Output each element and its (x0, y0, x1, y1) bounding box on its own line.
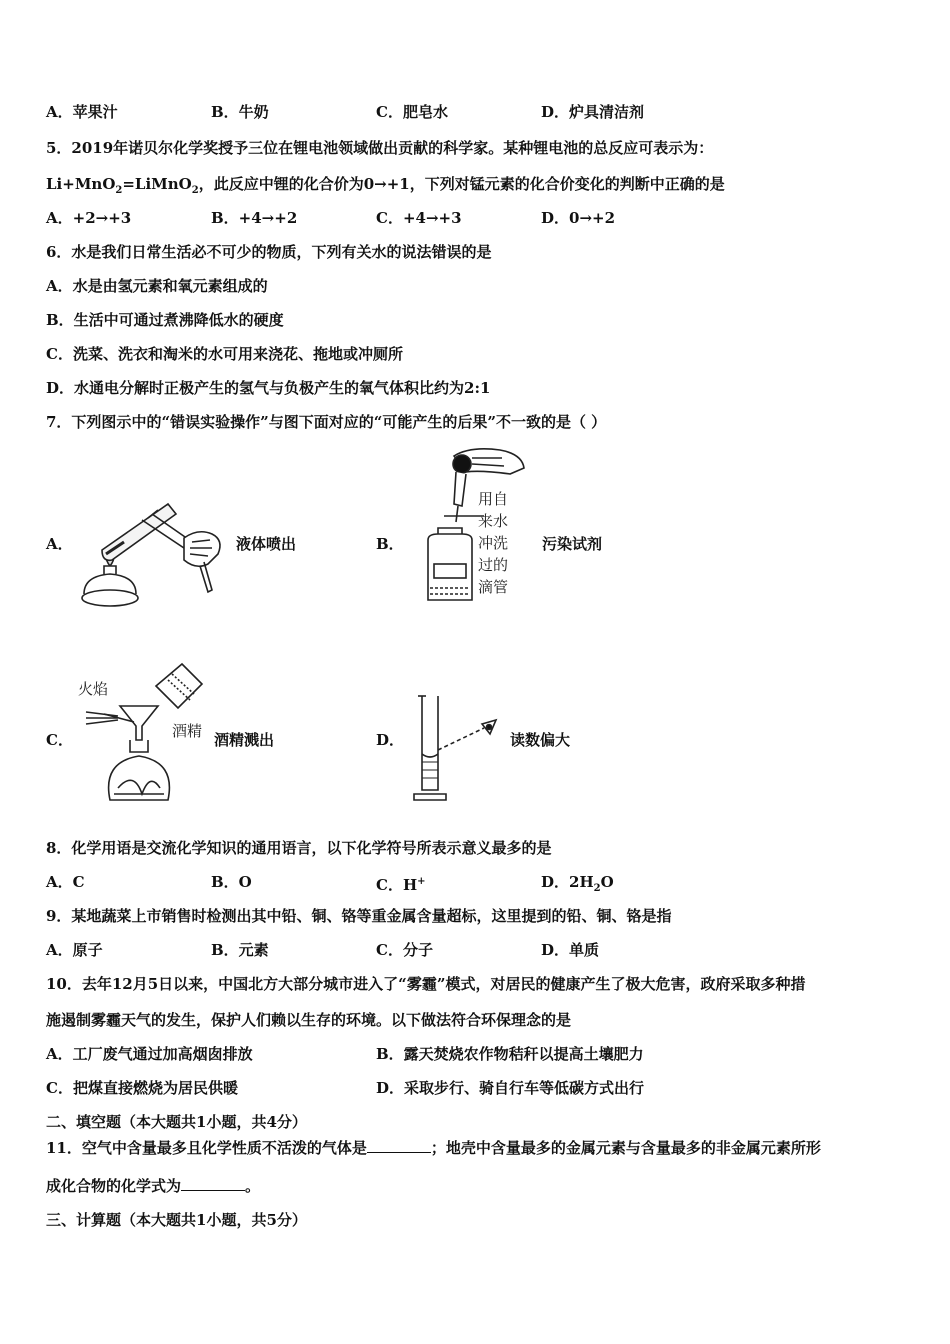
q11-text: 11．空气中含量最多且化学性质不活泼的气体是 (46, 1139, 367, 1157)
b-fig-label-line: 用自 (478, 490, 509, 508)
q6-option-d: D．水通电分解时正极产生的氢气与负极产生的氧气体积比约为2:1 (46, 379, 491, 397)
b-fig-label-line: 滴管 (478, 578, 509, 596)
section-fill-in-heading: 二、填空题（本大题共1小题，共4分） (46, 1113, 307, 1131)
q8-option-b: B．O (211, 873, 252, 891)
q10-option-b: B．露天焚烧农作物秸秆以提高土壤肥力 (376, 1045, 644, 1063)
q5-stem: 5．2019年诺贝尔化学奖授予三位在锂电池领域做出贡献的科学家。某种锂电池的总反应可表示为： (46, 139, 714, 157)
q7-d-caption: 读数偏大 (510, 731, 571, 749)
q4-option-a: A．苹果汁 (46, 103, 118, 121)
q8-option-d-text: D．2H (541, 873, 594, 891)
dropper-bottle-figure (410, 444, 540, 608)
q11-answer-blank-2[interactable] (181, 1176, 245, 1191)
q7-stem: 7．下列图示中的“错误实验操作”与图下面对应的“可能产生的后果”不一致的是（ ） (46, 413, 607, 431)
q8-option-d-text: O (600, 873, 614, 891)
q11-text: 成化合物的化学式为 (46, 1177, 182, 1195)
q10-option-d: D．采取步行、骑自行车等低碳方式出行 (376, 1079, 645, 1097)
c-fig-flame-label: 火焰 (78, 680, 109, 698)
q10-option-c: C．把煤直接燃烧为居民供暖 (46, 1079, 238, 1097)
alcohol-lamp-figure (74, 660, 214, 804)
q7-d-label: D． (376, 731, 405, 749)
q11-line2 (46, 1176, 260, 1196)
q5-option-d: D．0→+2 (541, 209, 616, 227)
q5-eq-part: ，此反应中锂的化合价为0→+1，下列对锰元素的化合价变化的判断中正确的是 (198, 175, 725, 193)
q6-option-c: C．洗菜、洗衣和淘米的水可用来浇花、拖地或冲厕所 (46, 345, 403, 363)
q5-eq-part: =LiMnO (122, 175, 192, 193)
q7-c-label: C． (46, 731, 73, 749)
q8-option-c (376, 872, 426, 895)
q11-text: ；地壳中含量最多的金属元素与含量最多的非金属元素所形 (430, 1139, 821, 1157)
q5-eq-part: Li+MnO (46, 175, 116, 193)
q7-b-label: B． (376, 535, 404, 553)
q8-stem: 8．化学用语是交流化学知识的通用语言，以下化学符号所表示意义最多的是 (46, 839, 552, 857)
q10-option-a: A．工厂废气通过加高烟囱排放 (46, 1045, 253, 1063)
heating-test-tube-figure (72, 490, 232, 610)
q5-eq-sub: 2 (191, 185, 199, 196)
q8-option-c-text: C．H (376, 876, 418, 894)
q5-equation-line (46, 174, 725, 201)
q9-option-c: C．分子 (376, 941, 433, 959)
q9-stem: 9．某地蔬菜上市销售时检测出其中铅、铜、铬等重金属含量超标，这里提到的铅、铜、铬是指 (46, 907, 672, 925)
q5-option-b: B．+4→+2 (211, 209, 298, 227)
q5-option-a: A．+2→+3 (46, 209, 132, 227)
q7-a-label: A． (46, 535, 73, 553)
q6-option-b: B．生活中可通过煮沸降低水的硬度 (46, 311, 284, 329)
q11-answer-blank-1[interactable] (367, 1138, 431, 1153)
q8-option-c-sup: + (417, 876, 426, 887)
q4-option-c: C．肥皂水 (376, 103, 448, 121)
q7-b-caption: 污染试剂 (542, 535, 603, 553)
q7-c-caption: 酒精溅出 (214, 731, 275, 749)
b-fig-label-line: 过的 (478, 556, 509, 574)
q5-option-c: C．+4→+3 (376, 209, 462, 227)
q5-eq-sub: 2 (115, 185, 123, 196)
q8-option-d-sub: 2 (593, 883, 601, 894)
q7-a-caption: 液体喷出 (236, 535, 297, 553)
q9-option-a: A．原子 (46, 941, 103, 959)
c-fig-alcohol-label: 酒精 (172, 722, 203, 740)
q11-line1 (46, 1138, 821, 1158)
q10-stem-line2: 施遏制雾霾天气的发生，保护人们赖以生存的环境。以下做法符合环保理念的是 (46, 1011, 572, 1029)
section-calculation-heading: 三、计算题（本大题共1小题，共5分） (46, 1211, 307, 1229)
q8-option-a: A．C (46, 873, 85, 891)
q9-option-b: B．元素 (211, 941, 269, 959)
b-fig-label-line: 来水 (478, 512, 509, 530)
b-fig-label-line: 冲洗 (478, 534, 509, 552)
q6-stem: 6．水是我们日常生活必不可少的物质，下列有关水的说法错误的是 (46, 243, 492, 261)
q10-stem-line1: 10．去年12月5日以来，中国北方大部分城市进入了“雾霾”模式，对居民的健康产生了极大危害，政府采取多种措 (46, 975, 806, 993)
q6-option-a: A．水是由氢元素和氧元素组成的 (46, 277, 268, 295)
q8-option-d (541, 872, 614, 899)
q4-option-b: B．牛奶 (211, 103, 269, 121)
q9-option-d: D．单质 (541, 941, 600, 959)
q4-option-d: D．炉具清洁剂 (541, 103, 645, 121)
graduated-cylinder-figure (404, 690, 508, 804)
q11-text: 。 (245, 1177, 261, 1195)
